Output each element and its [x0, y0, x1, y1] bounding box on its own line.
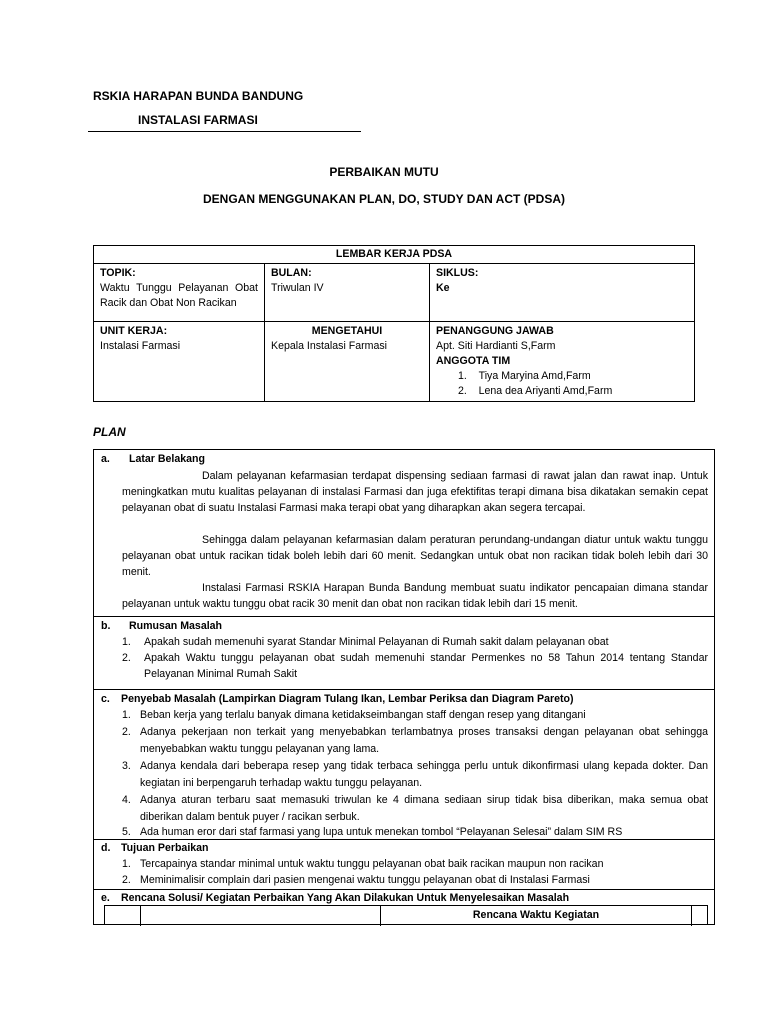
unit-kerja-label: UNIT KERJA:: [100, 325, 168, 337]
doc-title-line2: DENGAN MENGGUNAKAN PLAN, DO, STUDY DAN ACT (PDSA): [202, 192, 565, 206]
section-a-letter: a.: [101, 453, 110, 465]
pdsa-worksheet-table: [93, 245, 695, 402]
list-number: 4.: [122, 794, 131, 806]
siklus-label: SIKLUS:: [436, 267, 479, 279]
latar-paragraph-3: Instalasi Farmasi RSKIA Harapan Bunda Bandung membuat suatu indikator pencapaian dimana standar pelayanan untuk waktu tunggu obat racik 30 menit dan obat non racikan tidak lebih dari 15 menit.: [122, 582, 708, 610]
topik-value: Waktu Tunggu Pelayanan Obat Racik dan Obat Non Racikan: [100, 282, 258, 309]
penyebab-item: Ada human eror dari staf farmasi yang lupa untuk menekan tombol “Pelayanan Selesai” dalam SIM RS: [140, 826, 623, 838]
penyebab-item: Adanya kendala dari beberapa resep yang tidak terbaca sehingga perlu untuk dikonfirmasi ulang kepada dokter. Dan kegiatan ini berpengaruh terhadap waktu tunggu pelayanan.: [140, 760, 708, 789]
section-a-title: Latar Belakang: [129, 453, 205, 465]
anggota-label: ANGGOTA TIM: [436, 355, 511, 367]
latar-paragraph-1: Dalam pelayanan kefarmasian terdapat dispensing sediaan farmasi di rawat jalan dan rawat inap. Untuk meningkatkan mutu kualitas pelayanan di instalasi Farmasi dan juga efektifitas terapi dimana bisa dikatakan semakin cepat pelayanan obat di suatu Instalasi Farmasi maka terapi obat yang diharapkan akan segera tercapai.: [122, 470, 708, 514]
section-c-letter: c.: [101, 693, 110, 705]
latar-paragraph-2: Sehingga dalam pelayanan kefarmasian dalam peraturan perundang-undangan diatur untuk waktu tunggu pelayanan obat untuk racikan tidak boleh lebih dari 60 menit. Sedangkan untuk obat non racikan tidak boleh lebih dari 30 menit.: [122, 534, 708, 578]
penyebab-item: Adanya aturan terbaru saat memasuki triwulan ke 4 dimana sediaan sirup tidak bisa diberikan, maka semua obat diberikan dalam bentuk puyer / racikan serbuk.: [140, 794, 708, 823]
siklus-value: Ke: [436, 282, 450, 294]
siklus-cell: [430, 264, 695, 322]
tujuan-item: Tercapainya standar minimal untuk waktu tunggu pelayanan obat baik racikan maupun non racikan: [140, 858, 604, 870]
plan-label: PLAN: [93, 425, 126, 439]
unit-kerja-cell: [94, 322, 265, 402]
plan-frame: [93, 449, 715, 925]
list-number: 1.: [122, 858, 131, 870]
anggota-item: [436, 384, 688, 399]
penanggung-jawab-cell: [430, 322, 695, 402]
anggota-number: 2.: [458, 385, 467, 397]
section-latar-belakang: [94, 449, 714, 617]
penyebab-item: Beban kerja yang terlalu banyak dimana ketidakseimbangan staff dengan resep yang ditangani: [140, 709, 586, 721]
pdsa-table-title: LEMBAR KERJA PDSA: [94, 246, 695, 264]
rencana-col-divider: [691, 906, 692, 926]
topik-label: TOPIK:: [100, 267, 136, 279]
section-d-title: Tujuan Perbaikan: [121, 842, 209, 854]
pj-label: PENANGGUNG JAWAB: [436, 325, 554, 337]
section-c-title: Penyebab Masalah (Lampirkan Diagram Tulang Ikan, Lembar Periksa dan Diagram Pareto): [121, 693, 574, 705]
list-number: 1.: [122, 709, 131, 721]
section-rencana-solusi: [94, 889, 714, 926]
anggota-name: Lena dea Ariyanti Amd,Farm: [478, 385, 613, 397]
anggota-name: Tiya Maryina Amd,Farm: [478, 370, 591, 382]
section-penyebab-masalah: [94, 689, 714, 840]
rumusan-item: Apakah Waktu tunggu pelayanan obat sudah memenuhi standar Permenkes no 58 Tahun 2014 tentang Standar Pelayanan Minimal Rumah Sakit: [144, 652, 708, 680]
section-rumusan-masalah: [94, 616, 714, 690]
section-b-letter: b.: [101, 620, 111, 632]
org-name: RSKIA HARAPAN BUNDA BANDUNG: [93, 89, 304, 103]
list-number: 3.: [122, 760, 131, 772]
anggota-number: 1.: [458, 370, 467, 382]
anggota-item: [436, 369, 688, 384]
bulan-value: Triwulan IV: [271, 282, 324, 294]
list-number: 5.: [122, 826, 131, 838]
section-b-title: Rumusan Masalah: [129, 620, 223, 632]
penyebab-item: Adanya pekerjaan non terkait yang menyebabkan terlambatnya proses transaksi dengan pelayanan obat sehingga menyebabkan waktu tunggu pelayanan yang lama.: [140, 726, 708, 755]
doc-title-line1: PERBAIKAN MUTU: [329, 165, 439, 179]
rumusan-item: Apakah sudah memenuhi syarat Standar Minimal Pelayanan di Rumah sakit dalam pelayanan obat: [144, 636, 609, 648]
mengetahui-value: Kepala Instalasi Farmasi: [271, 340, 387, 352]
section-d-letter: d.: [101, 842, 111, 854]
list-number: 2.: [122, 726, 131, 738]
section-tujuan-perbaikan: [94, 839, 714, 890]
header-underline: [88, 131, 361, 132]
mengetahui-cell: [265, 322, 430, 402]
unit-kerja-value: Instalasi Farmasi: [100, 340, 181, 352]
unit-name: INSTALASI FARMASI: [138, 113, 258, 127]
rencana-table-header: [104, 905, 708, 925]
bulan-label: BULAN:: [271, 267, 312, 279]
tujuan-item: Meminimalisir complain dari pasien mengenai waktu tunggu pelayanan obat di Instalasi Farmasi: [140, 874, 590, 886]
rencana-waktu-header: Rencana Waktu Kegiatan: [472, 909, 600, 921]
rencana-col-divider: [140, 906, 141, 926]
bulan-cell: [265, 264, 430, 322]
topik-cell: [94, 264, 265, 322]
list-number: 2.: [122, 874, 131, 886]
list-number: 2.: [122, 652, 131, 664]
list-number: 1.: [122, 636, 131, 648]
section-e-title: Rencana Solusi/ Kegiatan Perbaikan Yang Akan Dilakukan Untuk Menyelesaikan Masalah: [121, 892, 570, 904]
section-e-letter: e.: [101, 892, 110, 904]
mengetahui-label: MENGETAHUI: [311, 325, 383, 337]
pj-value: Apt. Siti Hardianti S,Farm: [436, 340, 556, 352]
